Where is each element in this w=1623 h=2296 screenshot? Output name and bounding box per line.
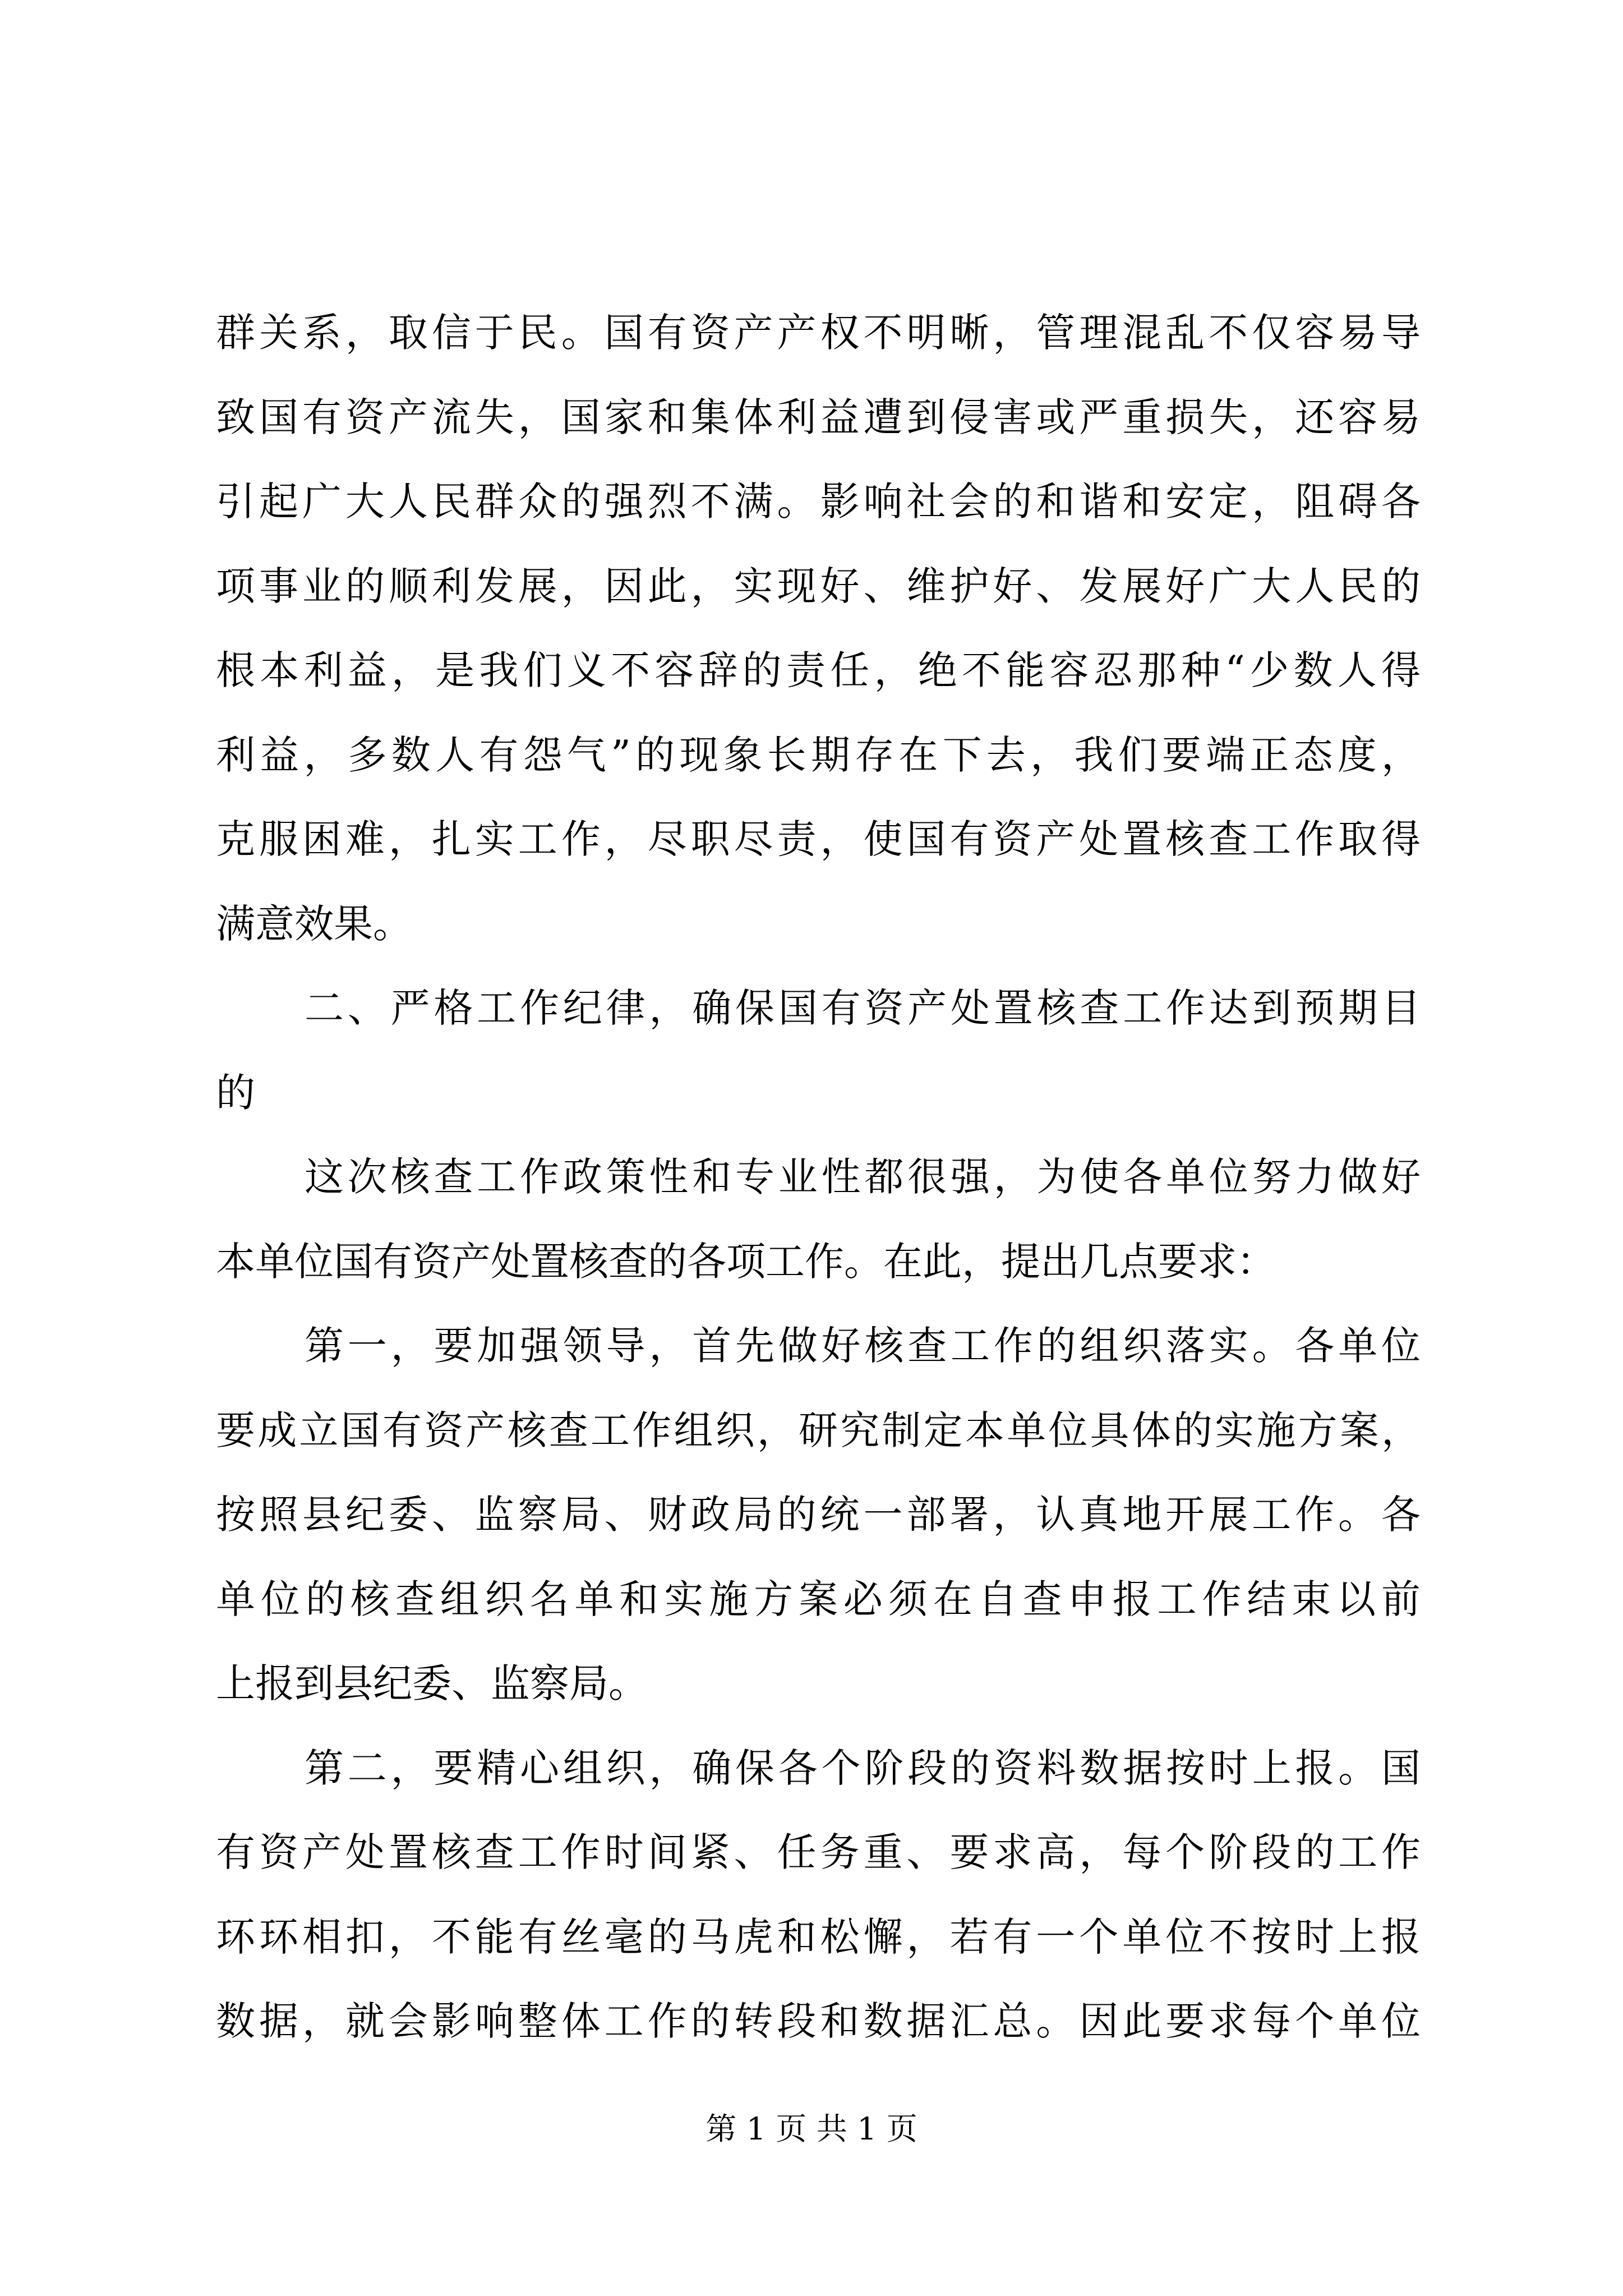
text-line: 这次核查工作政策性和专业性都很强，为使各单位努力做好 <box>305 1154 1421 1200</box>
text-line: 满意效果。 <box>216 900 412 947</box>
text-line: 二、严格工作纪律，确保国有资产处置核查工作达到预期目 <box>305 985 1421 1031</box>
text-line: 环环相扣，不能有丝毫的马虎和松懈，若有一个单位不按时上报 <box>216 1913 1421 1960</box>
body-text <box>216 291 1421 2064</box>
text-line: 致国有资产流失，国家和集体利益遭到侵害或严重损失，还容易 <box>216 394 1421 440</box>
page-footer: 第 1 页 共 1 页 <box>706 2111 917 2147</box>
text-line: 数据，就会影响整体工作的转段和数据汇总。因此要求每个单位 <box>216 1998 1421 2044</box>
text-line: 上报到县纪委、监察局。 <box>216 1660 648 1706</box>
text-line: 项事业的顺利发展，因此，实现好、维护好、发展好广大人民的 <box>216 563 1421 609</box>
text-line: 按照县纪委、监察局、财政局的统一部署，认真地开展工作。各 <box>216 1492 1421 1538</box>
text-line: 第二，要精心组织，确保各个阶段的资料数据按时上报。国 <box>305 1745 1421 1791</box>
text-line: 的 <box>216 1069 255 1116</box>
text-line: 单位的核查组织名单和实施方案必须在自查申报工作结束以前 <box>216 1576 1421 1622</box>
text-line: 群关系，取信于民。国有资产产权不明晰，管理混乱不仅容易导 <box>216 310 1421 356</box>
text-line: 第一，要加强领导，首先做好核查工作的组织落实。各单位 <box>305 1323 1421 1369</box>
text-line: 克服困难，扎实工作，尽职尽责，使国有资产处置核查工作取得 <box>216 816 1421 862</box>
text-line: 引起广大人民群众的强烈不满。影响社会的和谐和安定，阻碍各 <box>216 478 1421 524</box>
text-line: 利益，多数人有怨气”的现象长期存在下去，我们要端正态度， <box>216 731 1421 778</box>
text-line: 要成立国有资产核查工作组织，研究制定本单位具体的实施方案， <box>216 1407 1421 1453</box>
text-line: 根本利益，是我们义不容辞的责任，绝不能容忍那种“少数人得 <box>216 647 1421 693</box>
text-line: 本单位国有资产处置核查的各项工作。在此，提出几点要求： <box>216 1238 1276 1285</box>
text-line: 有资产处置核查工作时间紧、任务重、要求高，每个阶段的工作 <box>216 1829 1421 1875</box>
